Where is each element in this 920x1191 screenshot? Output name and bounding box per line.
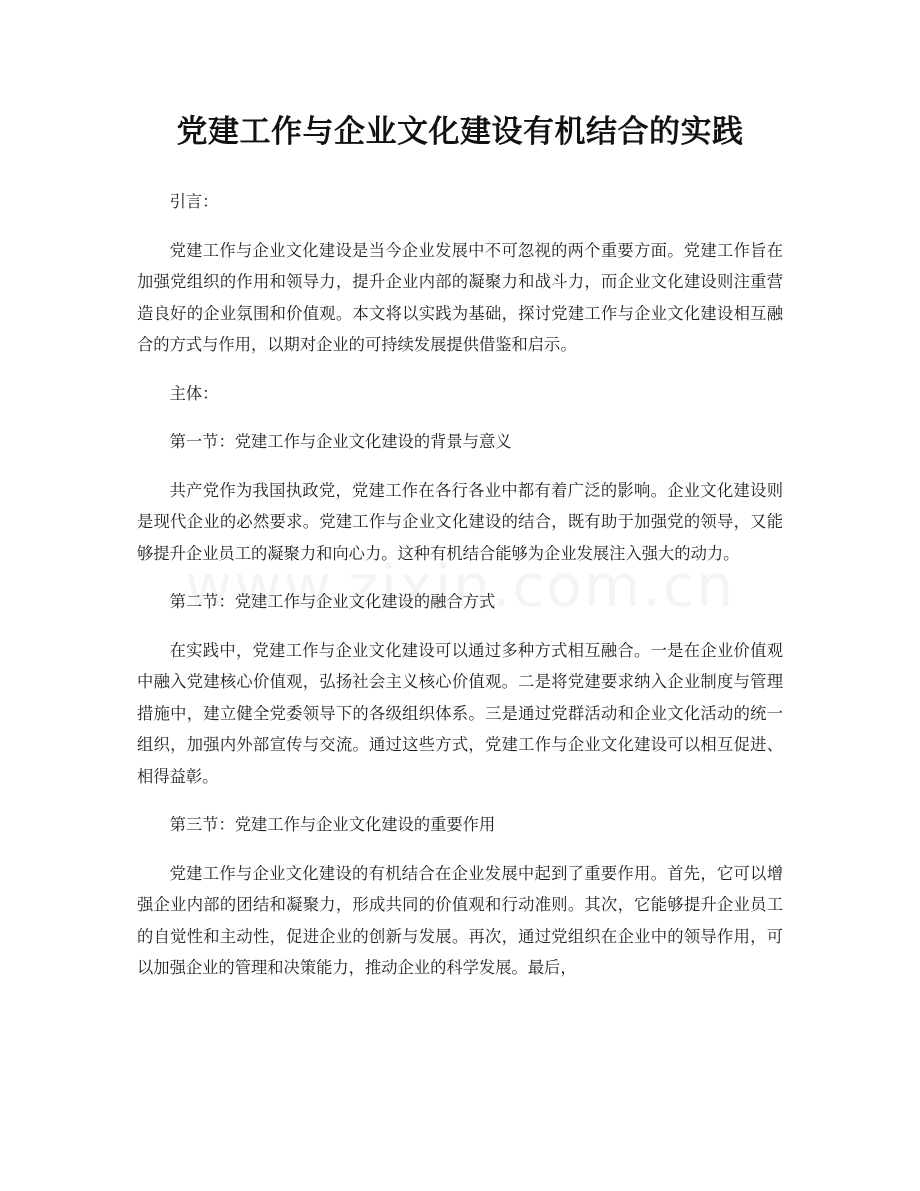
intro-paragraph: 党建工作与企业文化建设是当今企业发展中不可忽视的两个重要方面。党建工作旨在加强党组织的作用和领导力，提升企业内部的凝聚力和战斗力，而企业文化建设则注重营造良好的企业氛围和价值观。本文将以实践为基础，探讨党建工作与企业文化建设相互融合的方式与作用，以期对企业的可持续发展提供借鉴和启示。 [137,240,783,354]
document-body [137,186,783,984]
section-3-heading: 第三节：党建工作与企业文化建设的重要作用 [169,815,496,834]
body-heading: 主体： [169,383,219,403]
section-2-heading: 第二节：党建工作与企业文化建设的融合方式 [169,592,496,611]
section-3-paragraph: 党建工作与企业文化建设的有机结合在企业发展中起到了重要作用。首先，它可以增强企业内部的团结和凝聚力，形成共同的价值观和行动准则。其次，它能够提升企业员工的自觉性和主动性，促进企业的创新与发展。再次，通过党组织在企业中的领导作用，可以加强企业的管理和决策能力，推动企业的科学发展。最后， [137,863,783,977]
document-title: 党建工作与企业文化建设有机结合的实践 [176,114,744,150]
section-1-paragraph: 共产党作为我国执政党，党建工作在各行各业中都有着广泛的影响。企业文化建设则是现代企业的必然要求。党建工作与企业文化建设的结合，既有助于加强党的领导，又能够提升企业员工的凝聚力和向心力。这种有机结合能够为企业发展注入强大的动力。 [137,480,783,563]
section-1-heading: 第一节：党建工作与企业文化建设的背景与意义 [169,432,512,451]
section-2-paragraph: 在实践中，党建工作与企业文化建设可以通过多种方式相互融合。一是在企业价值观中融入党建核心价值观，弘扬社会主义核心价值观。二是将党建要求纳入企业制度与管理措施中，建立健全党委领导下的各级组织体系。三是通过党群活动和企业文化活动的统一组织，加强内外部宣传与交流。通过这些方式，党建工作与企业文化建设可以相互促进、相得益彰。 [137,640,783,786]
intro-heading: 引言： [169,192,219,211]
